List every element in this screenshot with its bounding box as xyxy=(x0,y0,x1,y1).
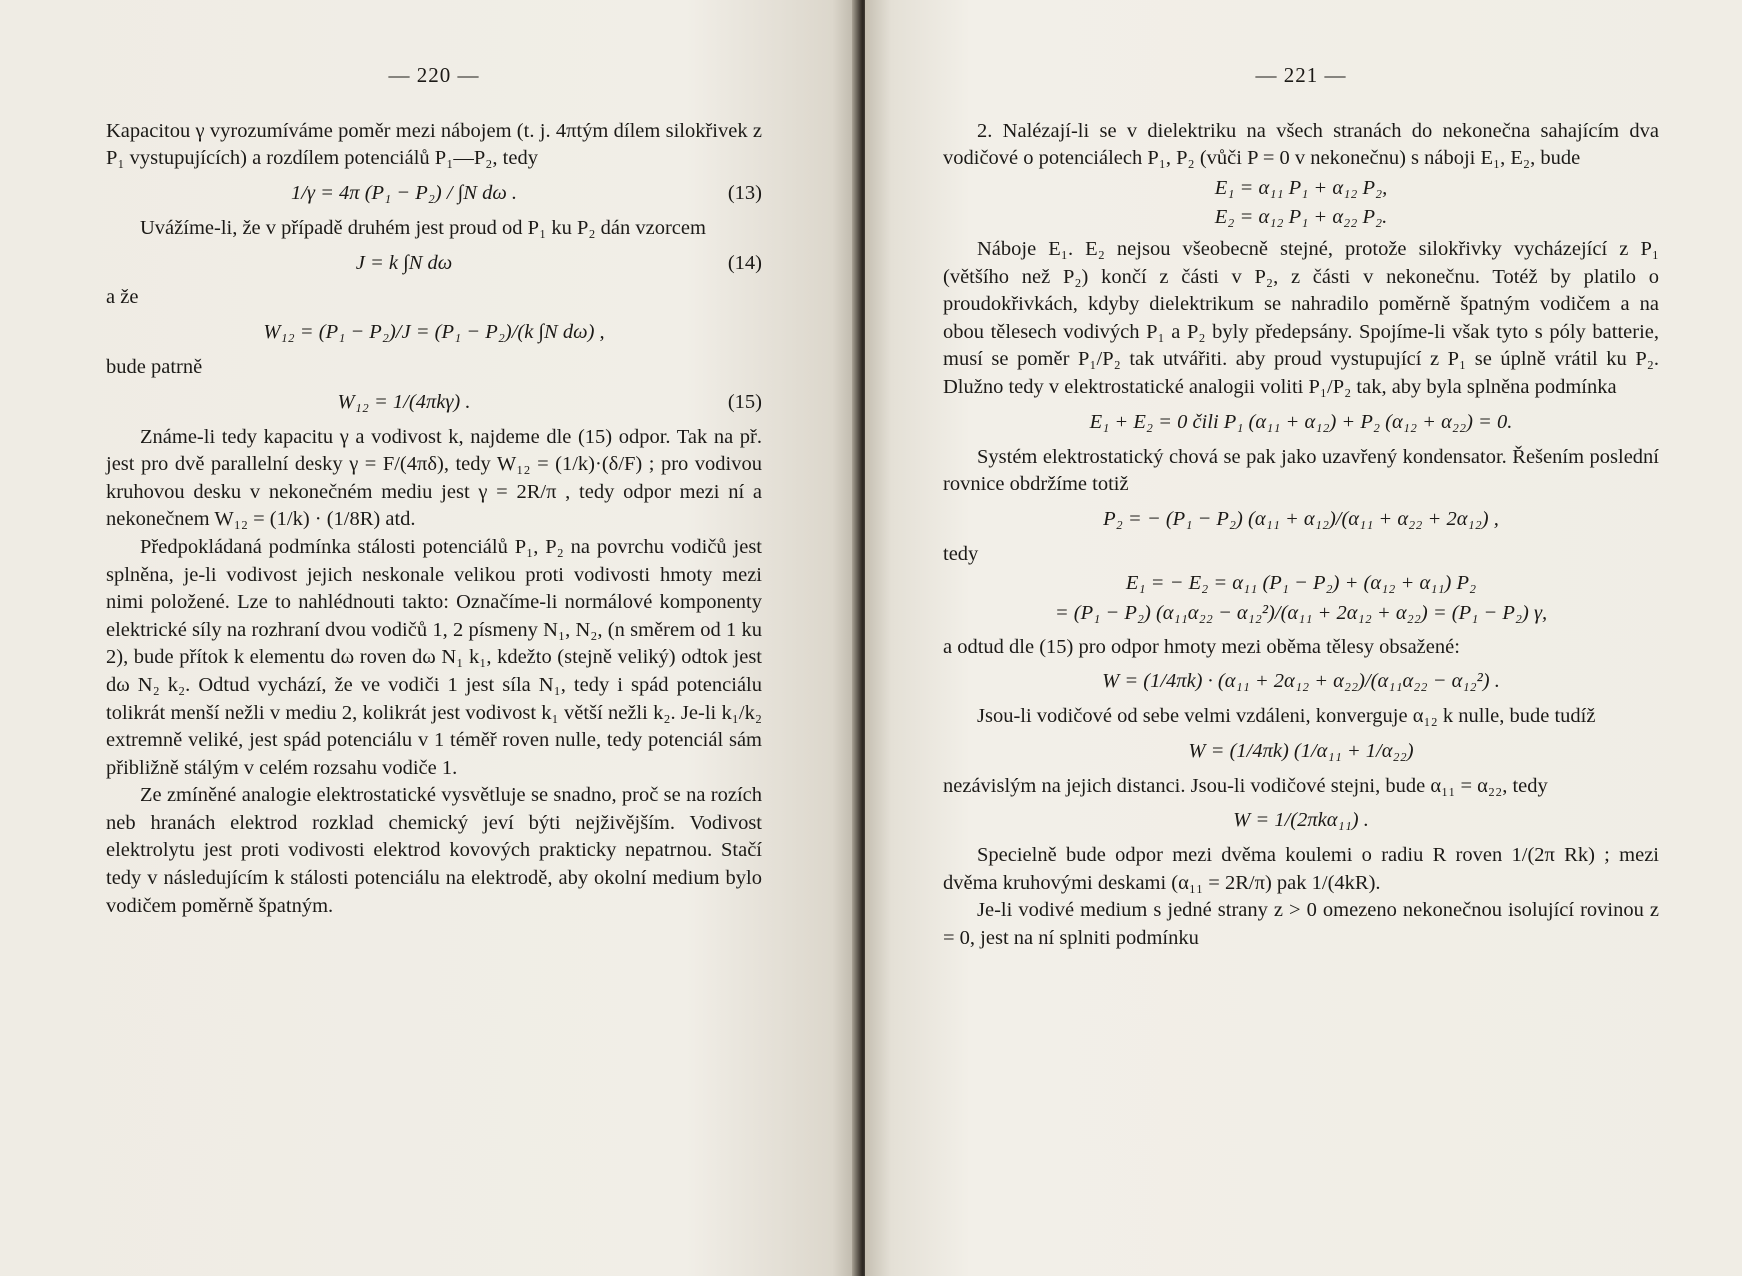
equation-body: J = k ∫N dω xyxy=(355,251,453,274)
equation-body: W = (1/4πk) · (α₁₁ + 2α₁₂ + α₂₂)/(α₁₁α₂₂ − α₁₂²) . xyxy=(1102,670,1500,693)
paragraph: Specielně bude odpor mezi dvěma koulemi o radiu R roven 1/(2π Rk) ; mezi dvěma kruhovými deskami (α₁₁ = 2R/π) pak 1/(4kR). xyxy=(943,844,1659,894)
equation-body: W = (1/4πk) (1/α₁₁ + 1/α₂₂) xyxy=(1188,739,1414,762)
equation-e2 xyxy=(943,204,1659,232)
paragraph: nezávislým na jejich distanci. Jsou-li vodičové stejni, bude α₁₁ = α₂₂, tedy xyxy=(943,774,1548,797)
equation-condition xyxy=(943,408,1659,438)
paragraph: Uvážíme-li, že v případě druhém jest proud od P₁ ku P₂ dán vzorcem xyxy=(140,216,706,239)
equation-body: 1/γ = 4π (P₁ − P₂) / ∫N dω . xyxy=(290,181,518,204)
equation-body: E₁ + E₂ = 0 čili P₁ (α₁₁ + α₁₂) + P₂ (α₁₂ + α₂₂) = 0. xyxy=(1089,410,1513,433)
equation-e1-capacity xyxy=(943,600,1659,628)
equation-body: P₂ = − (P₁ − P₂) (α₁₁ + α₁₂)/(α₁₁ + α₂₂ + 2α₁₂) , xyxy=(1103,507,1499,530)
equation-body: W₁₂ = 1/(4πkγ) . xyxy=(337,390,471,413)
equation-body: E₁ = α₁₁ P₁ + α₁₂ P₂, xyxy=(1214,176,1388,199)
equation-w-far xyxy=(943,737,1659,767)
equation-p2 xyxy=(943,505,1659,535)
left-page-number: — 220 — xyxy=(388,63,480,87)
paragraph: a že xyxy=(106,286,139,309)
equation-body: E₁ = − E₂ = α₁₁ (P₁ − P₂) + (α₁₂ + α₁₁) P₂ xyxy=(1125,572,1477,595)
equation-number: (13) xyxy=(727,181,762,204)
equation-e1-expanded xyxy=(943,570,1659,598)
paragraph: tedy xyxy=(943,542,979,565)
right-page-number: — 221 — xyxy=(1255,63,1347,87)
equation-w-equal xyxy=(943,806,1659,836)
equation-body: W = 1/(2πkα₁₁) . xyxy=(1233,809,1369,832)
right-page-text xyxy=(943,0,1659,953)
equation-e1 xyxy=(943,175,1659,203)
left-page-text xyxy=(106,0,762,920)
paragraph: Ze zmíněné analogie elektrostatické vysvětluje se snadno, proč se na rozích neb hranách elektrod rozklad chemický jeví býti nejživějším. Vodivost elektrolytu jest proti vodivosti elektrod kovových prakticky nepatrnou. Stačí tedy v následujícím k stálosti potenciálu na elektrodě, aby okolní medium bylo vodičem poměrně špatným. xyxy=(106,784,762,917)
equation-w xyxy=(943,667,1659,697)
paragraph: Jsou-li vodičové od sebe velmi vzdáleni, konverguje α₁₂ k nulle, bude tudíž xyxy=(977,705,1596,728)
equation-w12 xyxy=(106,318,762,348)
paragraph: Kapacitou γ vyrozumíváme poměr mezi nábojem (t. j. 4πtým dílem silokřivek z P₁ vystupujících) a rozdílem potenciálů P₁—P₂, tedy xyxy=(106,119,762,170)
equation-13 xyxy=(106,179,762,209)
paragraph: bude patrně xyxy=(106,355,203,378)
paragraph: Náboje E₁. E₂ nejsou všeobecně stejné, protože silokřivky vycházející z P₁ (většího než P₂) končí z části v P₂, z části v nekonečnu. Totéž by platilo o proudokřivkách, kdyby dielektrikum se nahradilo poměrně špatným vodičem a na obou tělesech vodivých P₁ a P₂ byly předepsány. Spojíme-li však tyto s póly batterie, musí se poměr P₁/P₂ tak utvářiti. aby proud vystupující z P₁ se úplně vrátil ku P₂. Dlužno tedy v elektrostatické analogii voliti P₁/P₂ tak, aby byla splněna podmínka xyxy=(943,237,1659,398)
equation-number: (14) xyxy=(727,251,762,274)
paragraph: Předpokládaná podmínka stálosti potenciálů P₁, P₂ na povrchu vodičů jest splněna, je-li vodivost jejich neskonale velikou proti vodivosti hmoty mezi nimi položené. Lze to nahlédnouti takto: Označíme-li normálové komponenty elektrické síly na rozhraní dvou vodičů 1, 2 písmeny N₁, N₂, (n směrem od 1 ku 2), bude přítok k elementu dω roven dω N₁ k₁, kdežto (stejně veliký) odtok jest dω N₂ k₂. Odtud vychází, že ve vodiči 1 jest síla N₁, tedy i spád potenciálu tolikrát menší nežli v mediu 2, kolikrát jest vodivost k₁ větší nežli k₂. Je-li k₁/k₂ extremně veliké, jest spád potenciálu v 1 téměř roven nulle, tedy potenciál sám přibližně stálým v celém rozsahu vodiče 1. xyxy=(106,535,762,779)
right-page xyxy=(865,0,1742,1276)
equation-body: W₁₂ = (P₁ − P₂)/J = (P₁ − P₂)/(k ∫N dω) , xyxy=(263,321,605,344)
paragraph: Známe-li tedy kapacitu γ a vodivost k, najdeme dle (15) odpor. Tak na př. jest pro dvě parallelní desky γ = F/(4πδ), tedy W₁₂ = (1/k)·(δ/F) ; pro vodivou kruhovou desku v nekonečném mediu jest γ = 2R/π , tedy odpor mezi ní a nekonečnem W₁₂ = (1/k) · (1/8R) atd. xyxy=(106,425,762,531)
paragraph: a odtud dle (15) pro odpor hmoty mezi oběma tělesy obsažené: xyxy=(943,635,1460,658)
left-page xyxy=(0,0,858,1276)
equation-number: (15) xyxy=(727,390,762,413)
paragraph: Je-li vodivé medium s jedné strany z > 0 omezeno nekonečnou isolující rovinou z = 0, jest na ní splniti podmínku xyxy=(943,899,1659,950)
paragraph: Systém elektrostatický chová se pak jako uzavřený kondensator. Řešením poslední rovnice obdržíme totiž xyxy=(943,445,1659,496)
equation-body: E₂ = α₁₂ P₁ + α₂₂ P₂. xyxy=(1214,206,1388,229)
equation-14 xyxy=(106,248,762,278)
paragraph: 2. Nalézají-li se v dielektriku na všech stranách do nekonečna sahajícím dva vodičové o potenciálech P₁, P₂ (vůči P = 0 v nekonečnu) s náboji E₁, E₂, bude xyxy=(943,119,1659,170)
equation-15 xyxy=(106,388,762,418)
equation-body: = (P₁ − P₂) (α₁₁α₂₂ − α₁₂²)/(α₁₁ + 2α₁₂ + α₂₂) = (P₁ − P₂) γ, xyxy=(1054,601,1548,624)
